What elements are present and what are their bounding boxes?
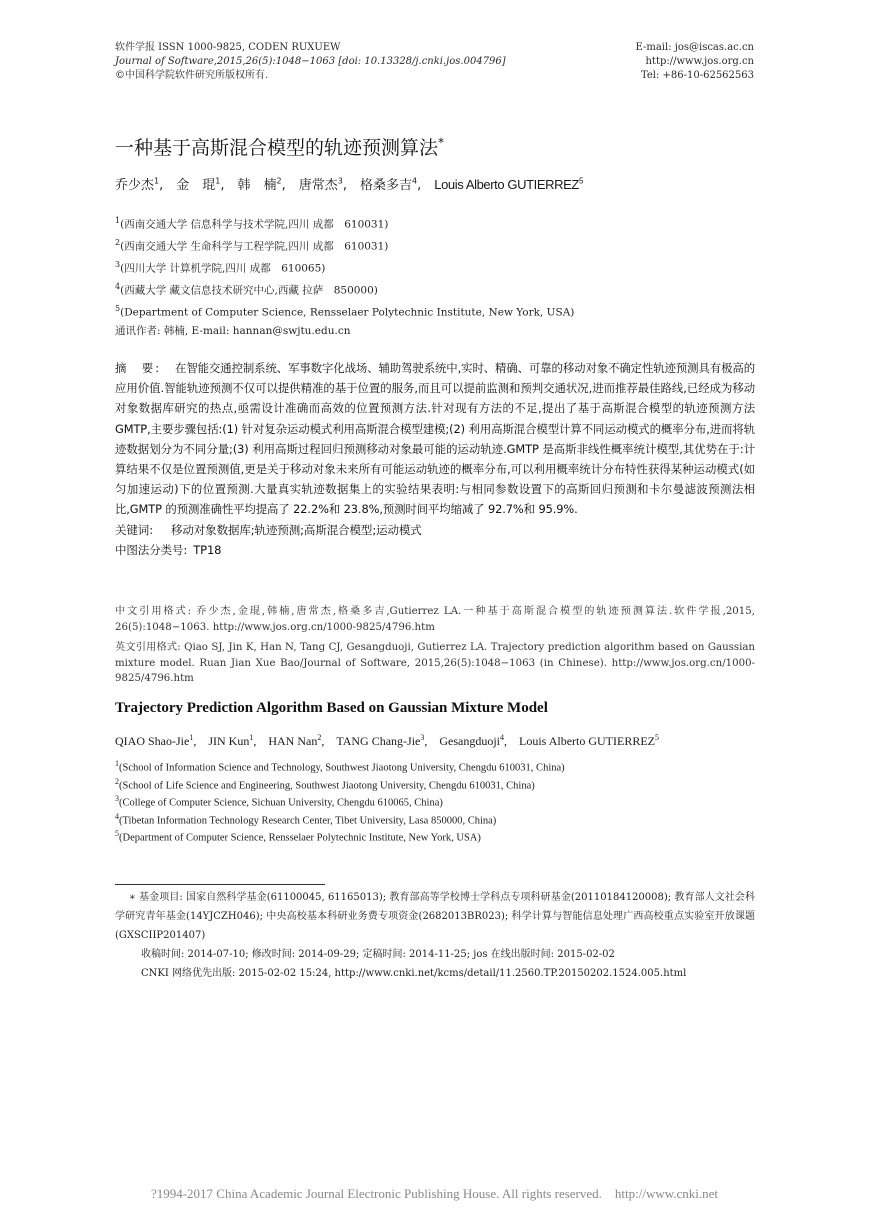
author-en: Gesangduoji$^4$, (439, 733, 520, 748)
affiliation-cn: $^1$(西南交通大学 信息科学与技术学院,四川 成都 610031) (115, 216, 389, 231)
journal-copyright: ©中国科学院软件研究所版权所有. (115, 70, 269, 81)
affiliation-en: $^3$(College of Computer Science, Sichuan University, Chengdu 610065, China) (115, 794, 443, 809)
author-cn: 韩 楠$^2$, (237, 176, 299, 193)
author-en: JIN Kun$^1$, (208, 733, 269, 748)
keywords: 移动对象数据库;轨迹预测;高斯混合模型;运动模式 (170, 522, 422, 537)
affiliation-cn: $^2$(西南交通大学 生命科学与工程学院,四川 成都 610031) (115, 238, 389, 253)
affiliations-cn (115, 214, 574, 346)
affiliations-en (115, 757, 565, 845)
clc-number: TP18 (193, 542, 222, 557)
author-cn: 格桑多吉$^4$, (360, 176, 435, 193)
author-cn: 乔少杰$^1$, (115, 176, 177, 193)
affiliation-en: $^2$(School of Life Science and Engineering, Southwest Jiaotong University, Chengdu 610031, China) (115, 776, 535, 791)
title-footnote-mark: * (438, 135, 445, 150)
citation-cn: 中文引用格式: 乔少杰,金琨,韩楠,唐常杰,格桑多吉,Gutierrez LA.一种基于高斯混合模型的轨迹预测算法.软件学报,2015, 26(5):1048−1063. http://www.jos.org.cn/1000-9825/4796.htm (115, 606, 755, 633)
author-en: Louis Alberto GUTIERREZ$^5$ (519, 733, 659, 748)
affiliation-cn: $^5$(Department of Computer Science, Rensselaer Polytechnic Institute, New York, USA) (115, 304, 575, 319)
abstract-label: 摘 要: (115, 361, 162, 375)
authors-en (115, 733, 659, 749)
journal-email: E-mail: jos@iscas.ac.cn (635, 42, 754, 53)
journal-tel: Tel: +86-10-62562563 (640, 70, 754, 81)
abstract-cn (115, 358, 755, 560)
keywords-label: 关键词: (115, 522, 153, 537)
corresponding-author: 通讯作者: 韩楠, E-mail: hannan@swjtu.edu.cn (115, 325, 351, 337)
author-en: TANG Chang-Jie$^3$, (336, 733, 440, 748)
paper-title-cn (115, 133, 444, 160)
author-cn: 金 琨$^1$, (176, 176, 238, 193)
copyright-notice: ?1994-2017 China Academic Journal Electronic Publishing House. All rights reserved. http://www.cnki.net (150, 1186, 719, 1201)
author-en: QIAO Shao-Jie$^1$, (115, 733, 209, 748)
clc-label: 中图法分类号: (115, 542, 188, 557)
journal-issn: 软件学报 ISSN 1000-9825, CODEN RUXUEW (115, 42, 341, 53)
affiliation-en: $^1$(School of Information Science and Technology, Southwest Jiaotong University, Chengdu 610031, China) (115, 759, 565, 774)
footnote-divider (115, 884, 325, 885)
footnote-fund: ∗ 基金项目: 国家自然科学基金(61100045, 61165013); 教育部高等学校博士学科点专项科研基金(20110184120008); 教育部人文社会科学研究青年基金(14YJCZH046); 中央高校基本科研业务费专项资金(2682013BR023); 科学计算与智能信息处理广西高校重点实验室开放课题(GXSCIIP201407) (115, 892, 755, 941)
authors-cn (115, 174, 583, 193)
journal-header-left (115, 41, 506, 83)
clc-line (115, 540, 755, 560)
journal-citation: Journal of Software,2015,26(5):1048−1063 [doi: 10.13328/j.cnki.jos.004796] (115, 56, 506, 67)
author-en: HAN Nan$^2$, (268, 733, 337, 748)
journal-header-right (636, 41, 755, 83)
footnote-cnki: CNKI 网络优先出版: 2015-02-02 15:24, http://www.cnki.net/kcms/detail/11.2560.TP.20150202.1524.005.html (141, 968, 687, 979)
footnote-dates: 收稿时间: 2014-07-10; 修改时间: 2014-09-29; 定稿时间: 2014-11-25; jos 在线出版时间: 2015-02-02 (141, 949, 615, 960)
author-cn: 唐常杰$^3$, (298, 176, 360, 193)
affiliation-en: $^5$(Department of Computer Science, Rensselaer Polytechnic Institute, New York, USA) (115, 829, 481, 844)
affiliation-cn: $^4$(西藏大学 藏文信息技术研究中心,西藏 拉萨 850000) (115, 282, 378, 297)
abstract-text: 在智能交通控制系统、军事数字化战场、辅助驾驶系统中,实时、精确、可靠的移动对象不确定性轨迹预测具有极高的应用价值.智能轨迹预测不仅可以提供精准的基于位置的服务,而且可以提前监测和预判交通状况,进而推荐最佳路线,已经成为移动对象数据库研究的热点,亟需设计准确而高效的位置预测方法.针对现有方法的不足,提出了基于高斯混合模型的轨迹预测方法 GMTP,主要步骤包括:(1) 针对复杂运动模式利用高斯混合模型建模;(2) 利用高斯混合模型计算不同运动模式的概率分布,进而将轨迹数据划分为不同分量;(3) 利用高斯过程回归预测移动对象最可能的运动轨迹.GMTP 是高斯非线性概率统计模型,其优势在于:计算结果不仅是位置预测值,更是关于移动对象未来所有可能运动轨迹的概率分布,可以利用概率统计分布特性获得某种运动模式(如匀加速运动)下的位置预测.大量真实轨迹数据集上的实验结果表明:与相同参数设置下的高斯回归预测和卡尔曼滤波预测法相比,GMTP 的预测准确性平均提高了 22.2%和 23.8%,预测时间平均缩减了 92.7%和 95.9%. (115, 361, 755, 517)
citation-en: 英文引用格式: Qiao SJ, Jin K, Han N, Tang CJ, Gesangduoji, Gutierrez LA. Trajectory prediction algorithm based on Gaussian mixture model. Ruan Jian Xue Bao/Journal of Software, 2015,26(5):1048−1063 (in Chinese). http://www.jos.org.cn/1000-9825/4796.htm (115, 642, 755, 684)
affiliation-en: $^4$(Tibetan Information Technology Research Center, Tibet University, Lasa 850000, China) (115, 811, 497, 826)
paper-title-en: Trajectory Prediction Algorithm Based on Gaussian Mixture Model (115, 700, 548, 716)
affiliation-cn: $^3$(四川大学 计算机学院,四川 成都 610065) (115, 260, 326, 275)
keywords-line (115, 520, 755, 540)
author-cn: Louis Alberto GUTIERREZ$^5$ (434, 176, 583, 192)
journal-url: http://www.jos.org.cn (645, 56, 754, 67)
title-cn-text: 一种基于高斯混合模型的轨迹预测算法 (115, 137, 439, 159)
